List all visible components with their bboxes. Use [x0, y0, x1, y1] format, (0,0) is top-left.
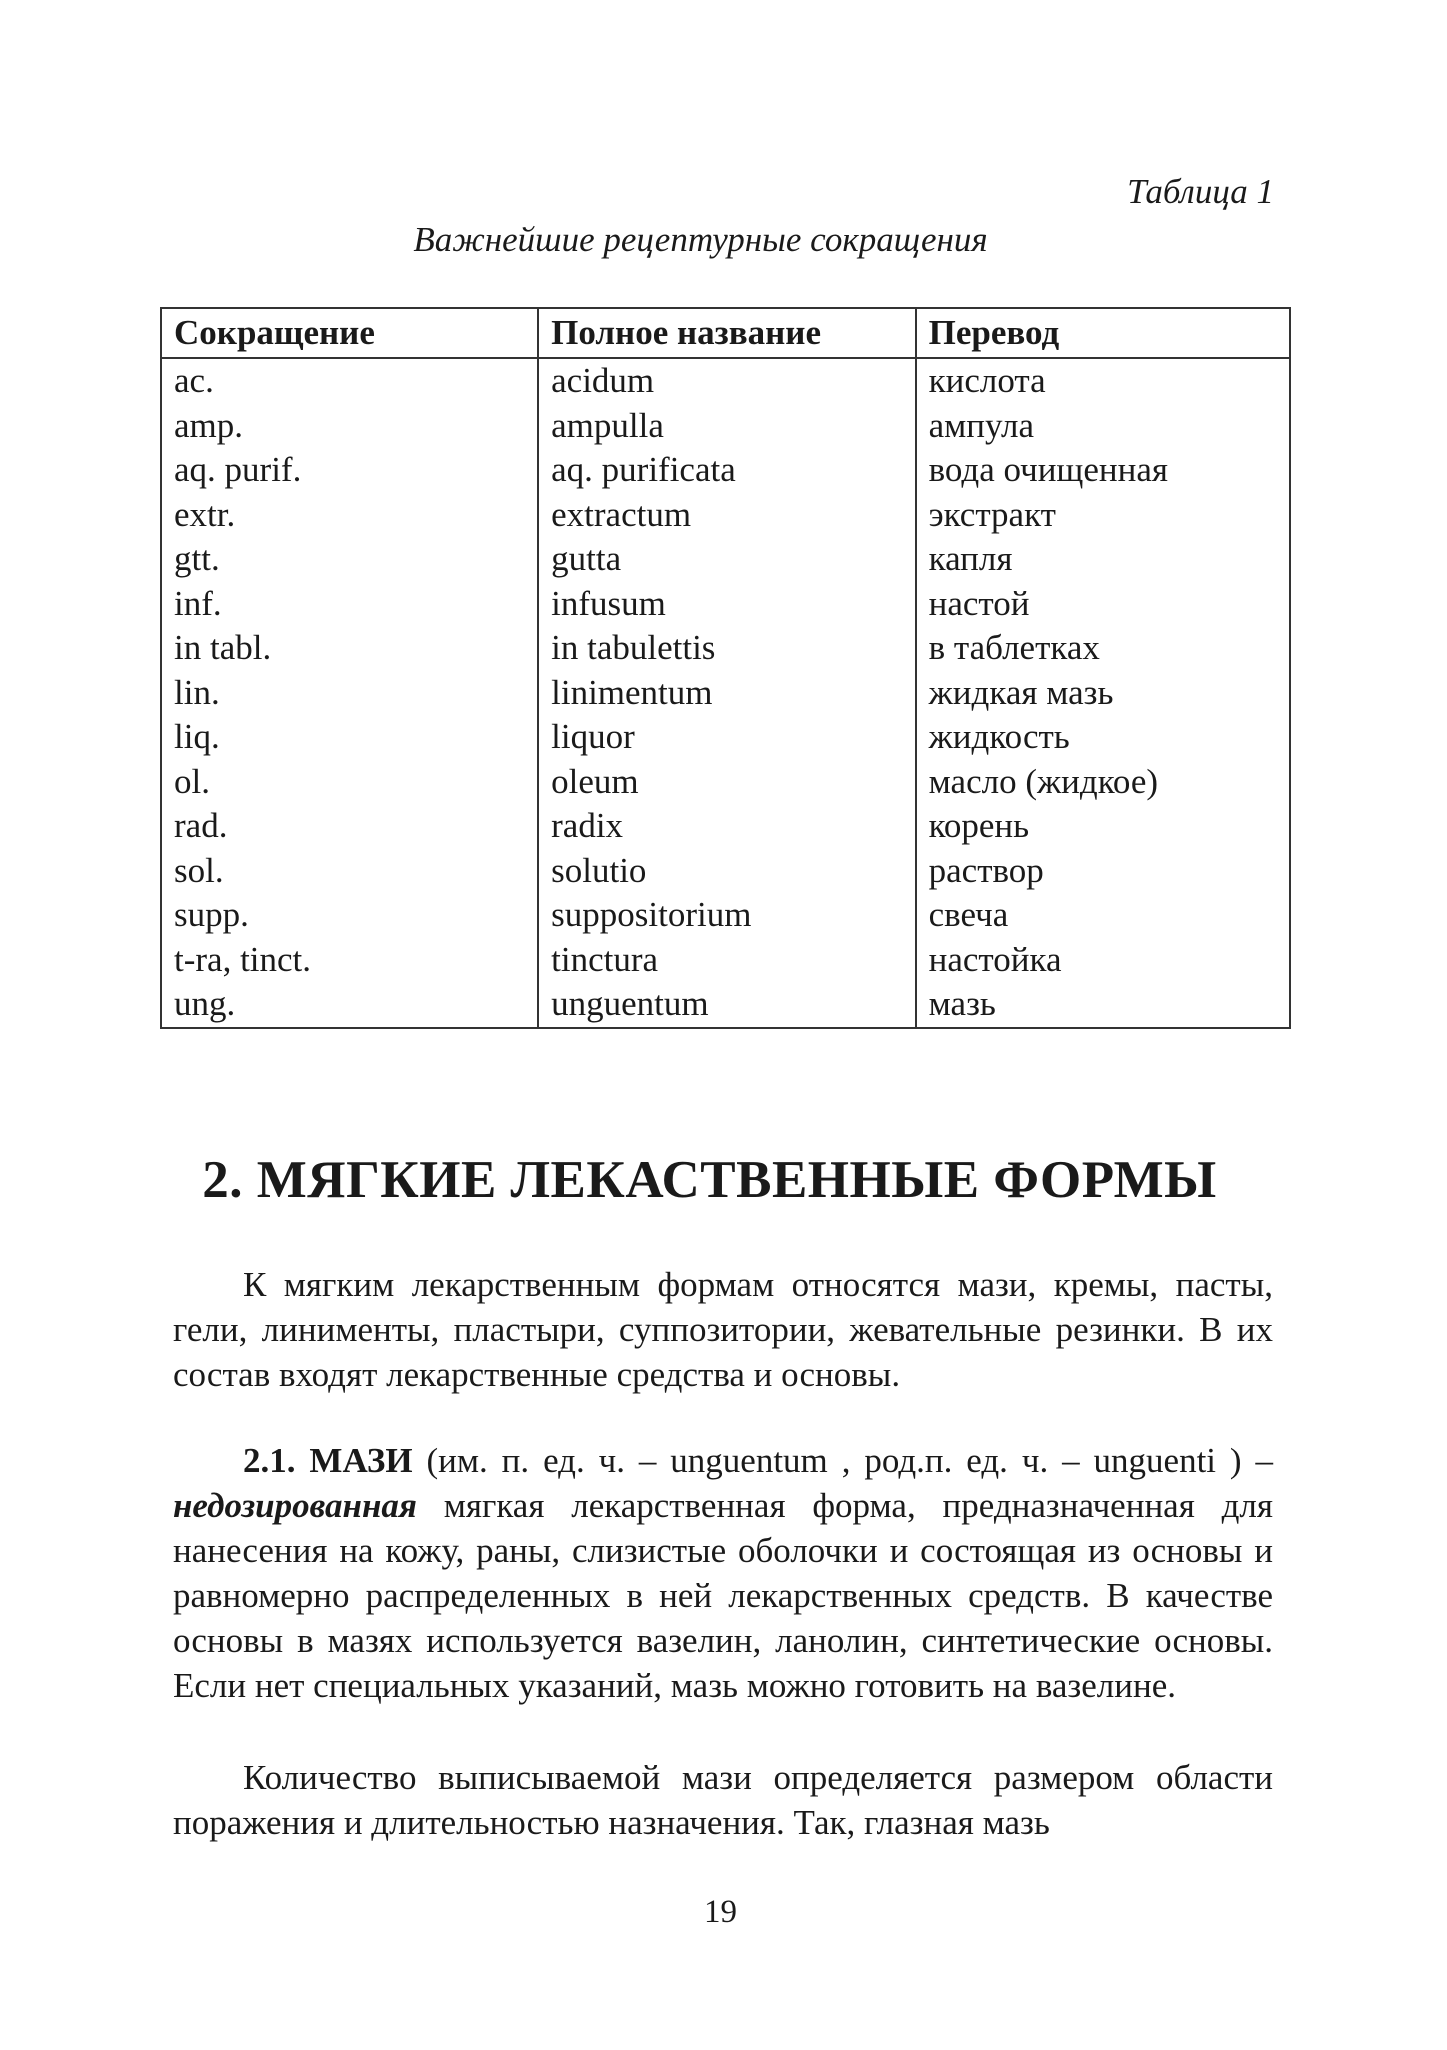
- table-number: Таблица 1: [1127, 172, 1274, 211]
- translation-cell: кислота: [916, 358, 1290, 404]
- full-name-cell: oleum: [538, 760, 916, 805]
- page-number: [0, 1894, 1447, 1931]
- full-name-cell: acidum: [538, 358, 916, 404]
- translation-cell: масло (жидкое): [916, 760, 1290, 805]
- abbreviation-cell: rad.: [161, 804, 538, 849]
- translation-cell: раствор: [916, 849, 1290, 894]
- full-name-cell: tinctura: [538, 938, 916, 983]
- full-name-cell: gutta: [538, 537, 916, 582]
- table-row: [161, 671, 1290, 716]
- full-name-cell: extractum: [538, 493, 916, 538]
- table-row: [161, 626, 1290, 671]
- table-row: [161, 715, 1290, 760]
- abbreviation-cell: gtt.: [161, 537, 538, 582]
- table-row: [161, 404, 1290, 449]
- abbreviation-cell: aq. purif.: [161, 448, 538, 493]
- section-heading: [0, 1150, 1447, 1210]
- ointments-paragraph: [173, 1438, 1273, 1708]
- ointments-emphasis: недозированная: [173, 1486, 417, 1525]
- table-row: [161, 804, 1290, 849]
- table-row: [161, 760, 1290, 805]
- table-row: [161, 582, 1290, 627]
- abbreviation-cell: liq.: [161, 715, 538, 760]
- table-row: [161, 358, 1290, 404]
- full-name-cell: liquor: [538, 715, 916, 760]
- full-name-cell: in tabulettis: [538, 626, 916, 671]
- table-caption-text: Важнейшие рецептурные сокращения: [413, 220, 988, 259]
- translation-cell: жидкая мазь: [916, 671, 1290, 716]
- table-row: [161, 849, 1290, 894]
- abbreviation-cell: extr.: [161, 493, 538, 538]
- full-name-cell: unguentum: [538, 982, 916, 1028]
- abbreviation-cell: lin.: [161, 671, 538, 716]
- header-abbreviation: Сокращение: [161, 308, 538, 358]
- abbreviation-cell: ol.: [161, 760, 538, 805]
- ointments-term: 2.1. МАЗИ: [243, 1441, 413, 1480]
- abbreviation-cell: sol.: [161, 849, 538, 894]
- translation-cell: настойка: [916, 938, 1290, 983]
- page-number-text: 19: [704, 1894, 737, 1930]
- translation-cell: настой: [916, 582, 1290, 627]
- header-full-name: Полное название: [538, 308, 916, 358]
- abbreviation-cell: in tabl.: [161, 626, 538, 671]
- abbreviations-table: [160, 307, 1291, 1029]
- full-name-cell: infusum: [538, 582, 916, 627]
- translation-cell: экстракт: [916, 493, 1290, 538]
- header-translation: Перевод: [916, 308, 1290, 358]
- abbreviation-cell: inf.: [161, 582, 538, 627]
- table-row: [161, 938, 1290, 983]
- full-name-cell: aq. purificata: [538, 448, 916, 493]
- table-caption: [0, 220, 1447, 260]
- ointments-grammar: (им. п. ед. ч. – unguentum , род.п. ед. ч. – unguenti ) –: [412, 1441, 1273, 1480]
- translation-cell: жидкость: [916, 715, 1290, 760]
- full-name-cell: radix: [538, 804, 916, 849]
- table-row: [161, 982, 1290, 1028]
- abbreviation-cell: supp.: [161, 893, 538, 938]
- translation-cell: в таблетках: [916, 626, 1290, 671]
- table-row: [161, 537, 1290, 582]
- translation-cell: мазь: [916, 982, 1290, 1028]
- quantity-paragraph: Количество выписываемой мази определяется размером области поражения и длительностью назначения. Так, глазная мазь: [173, 1758, 1273, 1842]
- ointments-definition: мягкая лекарственная форма, предназначенная для нанесения на кожу, раны, слизистые оболочки и состоящая из основы и равномерно распределенных в ней лекарственных средств. В качестве основы в мазях используется вазелин, ланолин, синтетические основы. Если нет специальных указаний, мазь можно готовить на вазелине.: [173, 1486, 1273, 1705]
- abbreviation-cell: t-ra, tinct.: [161, 938, 538, 983]
- translation-cell: ампула: [916, 404, 1290, 449]
- translation-cell: свеча: [916, 893, 1290, 938]
- abbreviation-cell: ung.: [161, 982, 538, 1028]
- table-header-row: [161, 308, 1290, 358]
- abbreviation-cell: amp.: [161, 404, 538, 449]
- translation-cell: корень: [916, 804, 1290, 849]
- translation-cell: капля: [916, 537, 1290, 582]
- table-row: [161, 493, 1290, 538]
- full-name-cell: linimentum: [538, 671, 916, 716]
- table-row: [161, 448, 1290, 493]
- translation-cell: вода очищенная: [916, 448, 1290, 493]
- full-name-cell: suppositorium: [538, 893, 916, 938]
- intro-paragraph: К мягким лекарственным формам относятся мази, кремы, пасты, гели, линименты, пластыри, суппозитории, жевательные резинки. В их состав входят лекарственные средства и основы.: [173, 1265, 1273, 1394]
- table-row: [161, 893, 1290, 938]
- full-name-cell: ampulla: [538, 404, 916, 449]
- abbreviation-cell: ac.: [161, 358, 538, 404]
- section-heading-text: 2. МЯГКИЕ ЛЕКАСТВЕННЫЕ ФОРМЫ: [202, 1151, 1217, 1209]
- full-name-cell: solutio: [538, 849, 916, 894]
